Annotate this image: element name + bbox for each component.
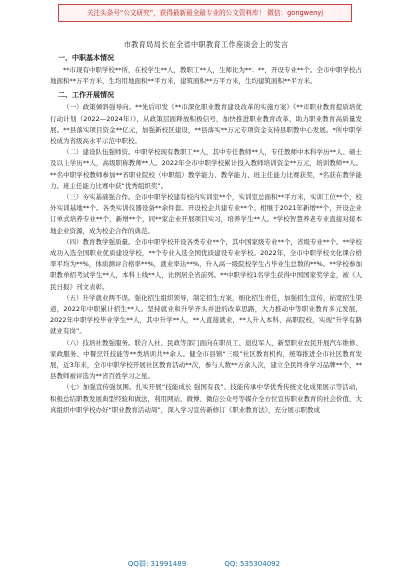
document-body bbox=[50, 34, 362, 542]
top-banner: 关注头条号“公文研究”，获得最新最全最专业的公文资料库！ 微信：gongwenyj bbox=[58, 4, 352, 22]
paragraph-foundation: （三）夯实基础强合作。全市中职学校建有校内实训室**个，实训室总面积**平方米，实训工位**个，校外实训基地**个。各类实训仪器设备**余件套。开设校企共建专业**个。相继于2021年新增**个，开设企业订单式培养专业**个，新增**个，同**家企业开展项目实习，培养学生**人。*学校智慧养老专业直接对接本地企业资源，成为校企合作的典范。 bbox=[50, 193, 362, 235]
paragraph-employment: （五）升学就业两不误。强化招生组织领导，制定招生方案，细化招生责任，加强招生宣传，拓宽招生渠道，2022年中职累计招生**人。坚持就业和升学齐头并进的改革思路，大力推动中等职业教育多元发展，2022年中职学校毕业学生**人，其中升学**人，**人直接就业，**人升入本科、高职院校，实现“升学有路 就业有岗”。 bbox=[50, 293, 362, 336]
footer-contact bbox=[0, 556, 408, 572]
paragraph-teachers: （二）建设队伍强师资。中职学校现有教职工**人，其中专任教师**人，专任教师中本科学历**人、硕士及以上学历**人，高级职称教师**人。2022年全市中职学校累计投入教师培训资金**万元，培训教师**人。**名中职学校教师参加**省职业院校（中职组）教学能力、教学能力、班主任能力比赛获奖，*名获在教学能力、班主任能力比赛中获“优秀组织奖”。 bbox=[50, 148, 362, 190]
paragraph-publicity: （七）加强宣传强氛围。扎实开展“技能成长 强国有我”、技能传承中华优秀传统文化成果展示等活动，积极总结职教发展典型经验和做法，利用网站、微博、微信公众号等媒介全方位宣传职业教育的社会价值，大真组织中职学校办好“职业教育活动周”，深入学习宣传新修订《职业教育法》，充分展示职教成 bbox=[50, 383, 362, 414]
section-heading-2: 二、工作开展情况 bbox=[58, 91, 114, 100]
paragraph-service: （六）技培社教强服务。联合人社、民政等部门面向在职员工、退役军人、新型职业农民开展汽车维修、家政服务、中餐烹饪技能等**类培训共**余人。健全市县镇“三级”社区教育机构，统筹推进全市社区教育发展，近3年来，全市中职学校开展社区教育活动**次，参与人数**万余人次，建立全民终身学习品牌**个，**县教师被评选为**省百姓学习之星。 bbox=[50, 338, 362, 381]
paragraph-quality: （四）教育教学强质量。全市中职学校开设各类专业**个，其中国家级专业**个，省级专业**个。**学校成功入选全国职业优质建设学校，**个专业入选全国优质建设专业学校。2022年，全市中职学校文化课合格率平均为**%，体质测评合格率**%，就业率达**%，升入高一级院校学生占毕业生总数的**%。**学校参加职教单招考试学生**人，本科上线**人，比例居全省前列。**中职学校1名学生获得中国国家奖学金，被《人民日报》刊文表彰。 bbox=[50, 237, 362, 291]
footer-qq: QQ: 535304092 bbox=[224, 560, 281, 568]
paragraph-policy: （一）政策倾斜强导向。**先后印发《**市深化职业教育建设改革的实施方案》《**市职业教育提质培优行动计划（2022—2024年）》，从政策层面释放积极信号，加快推进职业教育改革，助力职业教育高质量发展。**县落实项目资金**亿元，加强新校区建设，**县落实**万元专项资金支持县职教中心发展。*所中职学校成为省级高水平示范中职校。 bbox=[50, 103, 362, 146]
footer-qq-group: QQ群: 31991489 bbox=[127, 560, 187, 568]
section-heading-1: 一、中职基本情况 bbox=[58, 54, 114, 62]
document-title: 市教育局局长在全省中职教育工作座谈会上的发言 bbox=[123, 40, 289, 49]
paragraph-basic-info: **市现有中职学校**所，在校学生**人，教职工**人，生师比为**：**，开设专业**个。全市中职学校占地面积**万平方米，生均用地面积**平方米，建筑面积**万平方米，生均建筑面积**平方米。 bbox=[50, 66, 362, 86]
